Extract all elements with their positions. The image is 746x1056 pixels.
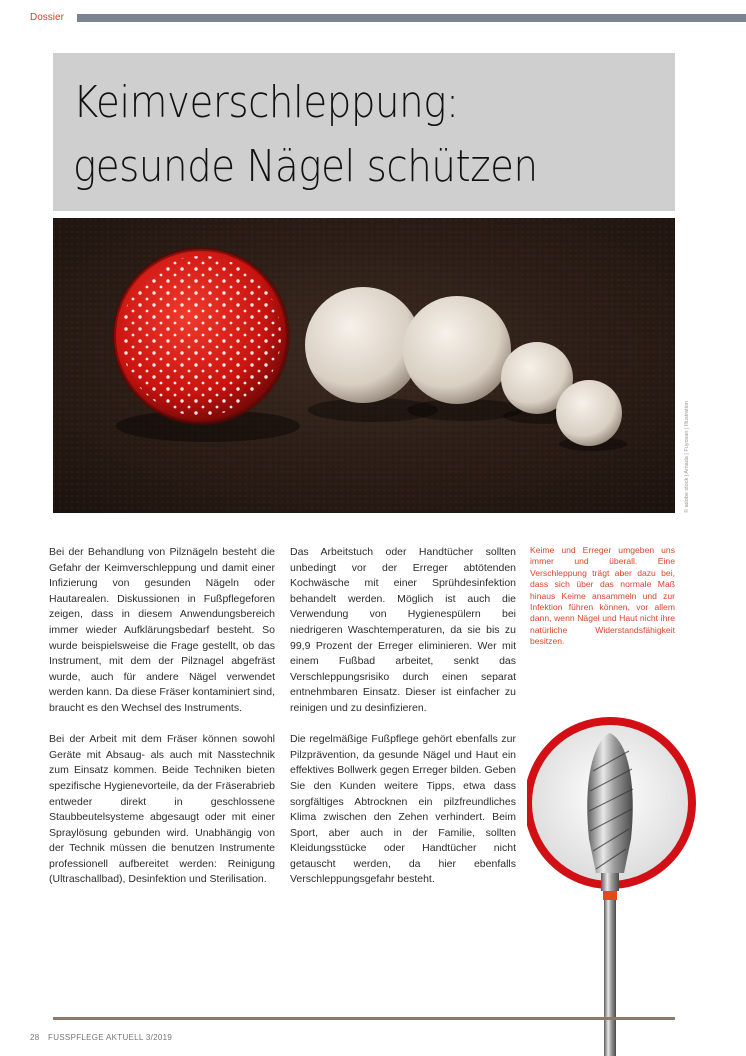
section-label: Dossier [30,12,64,23]
paragraph: Das Arbeitstuch oder Handtücher sollten unbedingt vor der Erreger abtötenden Kochwäsche mit einer Sprühdesinfektion behandelt werden. Möglich ist auch die Verwendung von Hygienespülern bei niedrigeren Waschtemperaturen, da sie bis zu 99,9 Prozent der Erreger eliminieren. Wer mit einem Fußbad arbeitet, senkt das Verschleppungsrisiko durch einen separat entnehmbaren Einsatz. Dieser ist einfacher zu reinigen und zu desinfizieren. [290,546,516,714]
paragraph: Bei der Arbeit mit dem Fräser können sowohl Geräte mit Absaug- als auch mit Nasstechnik zum Einsatz kommen. Beide Techniken bieten spezifische Hygienevorteile, da der Fräserabrieb entweder direkt in geschlossene Staubbeutelsysteme abgesaugt oder mit einer Spraylösung gebunden wird. Unabhängig von der Technik müssen die benutzen Instrumente professionell aufbereitet werden: Reinigung (Ultraschallbad), Desinfektion und Sterilisation. [49,733,275,886]
text-column-2 [290,545,516,904]
paragraph: Bei der Behandlung von Pilznägeln besteht die Gefahr der Keimverschleppung und damit einer Infizierung von gesunden Nägeln oder Hautarealen. Diskussionen in Fußpflegeforen zeigen, dass in diesem Anwendungsbereich immer wieder Aufklärungsbedarf besteht. So wurde beispielsweise die Frage gestellt, ob das Instrument, mit dem der Pilznagel abgefräst wurde, auch für andere Nägel verwendet werden kann. Da diese Fräser kontaminiert sind, braucht es den Wechsel des Instruments. [49,546,275,714]
bottom-rule [53,1017,675,1020]
color-band [603,891,617,900]
title-box [53,53,675,211]
page-number: 28 [30,1033,40,1042]
sidebar-quote: Keime und Erreger umgeben uns immer und überall. Eine Verschleppung trägt aber dazu bei, dass sich über das normale Maß hinaus Keime ansammeln und zur Infektion führen können, vor allem dann, wenn Nägel und Haut nicht ihre natürliche Widerstandsfähigkeit besitzen. [530,545,675,647]
paragraph: Die regelmäßige Fußpflege gehört ebenfalls zur Pilzprävention, da gesunde Nägel und Haut ein effektives Bollwerk gegen Erreger bilden. Geben Sie den Kunden weitere Tipps, etwa dass sorgfältiges Abtrocknen ein pilzfreundliches Klima zwischen den Zehen verhindert. Beim Sport, aber auch in der Familie, sollten Kleidungsstücke oder Handtücher nicht getauscht werden, da hier ebenfalls Verschleppungsgefahr besteht. [290,733,516,886]
article-title-line-2: gesunde Nägel schützen [73,141,538,192]
magazine-name: FUSSPFLEGE AKTUELL 3/2019 [48,1033,173,1042]
header-bar [77,14,746,22]
burr-shank [604,900,616,1056]
page-footer [30,1033,178,1042]
article-title-line-1: Keimverschleppung: [73,77,459,128]
article-photo [53,218,675,513]
photo-credit: © adobe stock | Amada | Fuyosan | Illustration [684,401,690,513]
nail-drill-bit-image [527,711,697,1056]
text-column-1 [49,545,275,904]
